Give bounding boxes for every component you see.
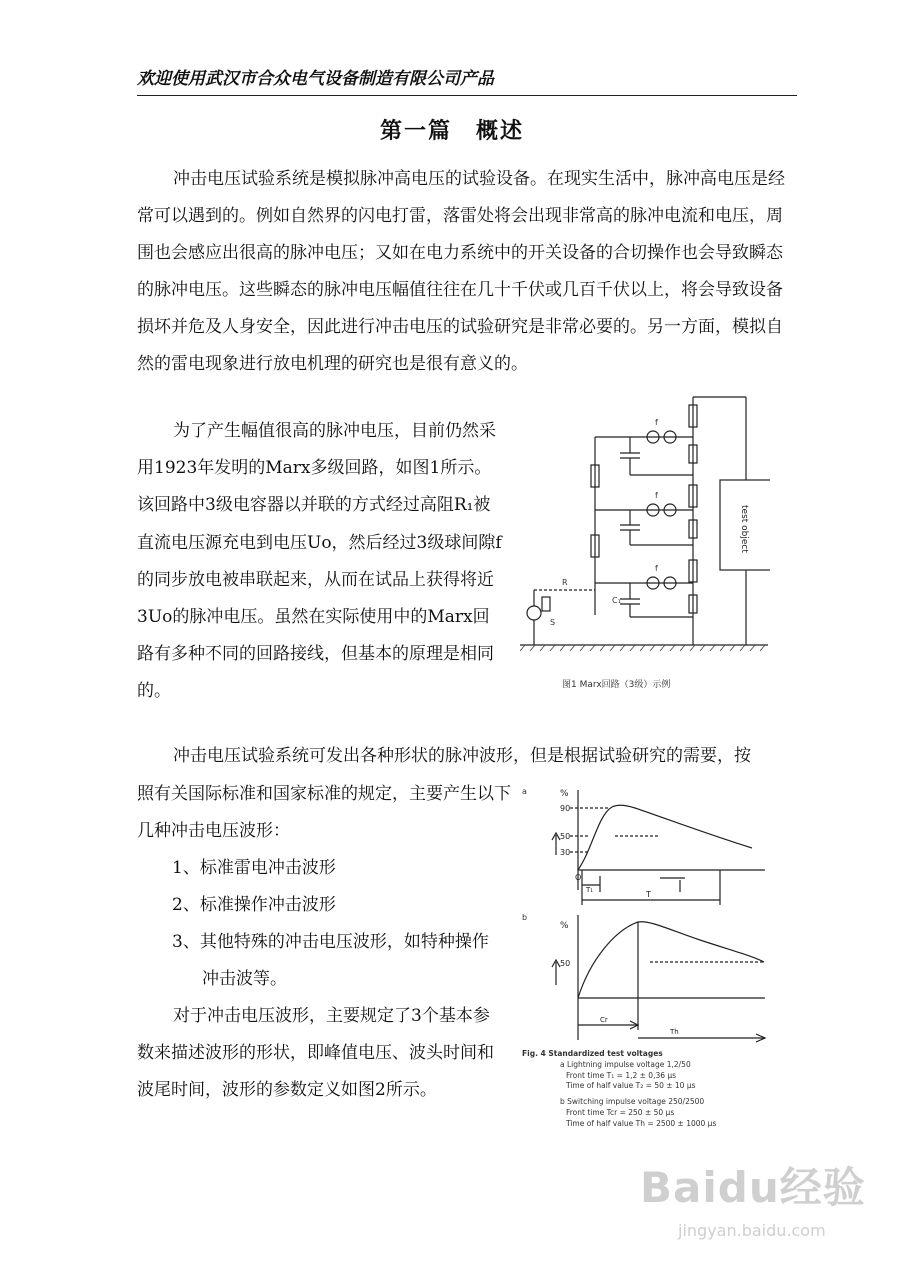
t2-label: T xyxy=(646,890,651,899)
list-item-continuation: 冲击波等。 xyxy=(202,969,287,989)
marx-circuit-figure xyxy=(520,385,770,695)
list-item: 1、标准雷电冲击波形 xyxy=(172,858,336,878)
switch-label: S xyxy=(550,618,556,627)
test-object-label: test object xyxy=(739,505,749,553)
fig2-caption-line: Front time Tcr = 250 ± 50 µs xyxy=(566,1108,675,1117)
tick-90: 90 xyxy=(560,804,571,813)
fig2-caption-line: Front time T₁ = 1,2 ± 0,36 µs xyxy=(566,1071,677,1080)
resistor-label: R xyxy=(562,578,568,587)
fig2-caption-line: a Lightning impulse voltage 1,2/50 xyxy=(560,1060,691,1069)
fig2-caption-line: Fig. 4 Standardized test voltages xyxy=(522,1049,663,1058)
watermark-url: jingyan.baidu.com xyxy=(678,1221,826,1240)
marx-paragraph: 为了产生幅值很高的脉冲电压，目前仍然采用1923年发明的Marx多级回路，如图1所示。该回路中3级电容器以并联的方式经过高阻R₁被直流电压源充电到电压Uo，然后经过3级球间隙f的同步放电被串联起来，从而在试品上获得将近3Uo的脉冲电压。虽然在实际使用中的Marx回路有多种不同的回路接线，但基本的原理是相同的。 xyxy=(137,421,502,702)
panel-b-percent: % xyxy=(560,921,569,931)
parameter-paragraph: 对于冲击电压波形，主要规定了3个基本参数来描述波形的形状，即峰值电压、波头时间和波尾时间，波形的参数定义如图2所示。 xyxy=(137,1006,494,1100)
baidu-watermark xyxy=(640,1155,880,1265)
list-item: 3、其他特殊的冲击电压波形，如特种操作 xyxy=(172,932,489,952)
t1-label: T₁ xyxy=(586,886,594,894)
panel-a-label: a xyxy=(522,787,527,796)
tcr-label: Cr xyxy=(600,1016,608,1024)
gap-label-3: f xyxy=(655,564,658,573)
tick-b-50: 50 xyxy=(560,959,571,968)
page-header: 欢迎使用武汉市合众电气设备制造有限公司产品 xyxy=(137,64,797,96)
tick-50: 50 xyxy=(560,832,571,841)
panel-b-label: b xyxy=(522,913,528,922)
waveform-intro-rest: 照有关国际标准和国家标准的规定，主要产生以下几种冲击电压波形： xyxy=(137,784,511,841)
page-title: 第一篇 概述 xyxy=(379,118,524,144)
marx-caption: 图1 Marx回路（3级）示例 xyxy=(562,680,671,690)
fig2-caption-line: Time of half value Th = 2500 ± 1000 µs xyxy=(566,1119,717,1128)
gap-label-1: f xyxy=(655,418,658,427)
origin-label: O xyxy=(575,873,582,882)
tick-30: 30 xyxy=(560,848,571,857)
panel-a-percent: % xyxy=(560,789,569,799)
fig2-caption-line: b Switching impulse voltage 250/2500 xyxy=(560,1097,705,1106)
th-label: Th xyxy=(670,1028,679,1036)
intro-paragraph: 冲击电压试验系统是模拟脉冲高电压的试验设备。在现实生活中，脉冲高电压是经常可以遇到的。例如自然界的闪电打雷，落雷处将会出现非常高的脉冲电流和电压，周围也会感应出很高的脉冲电压；又如在电力系统中的开关设备的合切操作也会导致瞬态的脉冲电压。这些瞬态的脉冲电压幅值往往在几十千伏或几百千伏以上，将会导致设备损坏并危及人身安全，因此进行冲击电压的试验研究是非常必要的。另一方面，模拟自然的雷电现象进行放电机理的研究也是很有意义的。 xyxy=(137,169,785,374)
watermark-logo: Baidu经验 xyxy=(640,1163,866,1212)
waveform-list xyxy=(172,850,517,998)
gap-label-2: f xyxy=(655,491,658,500)
list-item: 2、标准操作冲击波形 xyxy=(172,895,336,915)
waveform-figure xyxy=(520,780,790,1140)
cap-label: C₁ xyxy=(612,596,621,605)
waveform-intro-line: 冲击电压试验系统可发出各种形状的脉冲波形，但是根据试验研究的需要，按 xyxy=(173,746,751,766)
fig2-caption-line: Time of half value T₂ = 50 ± 10 µs xyxy=(566,1081,696,1090)
